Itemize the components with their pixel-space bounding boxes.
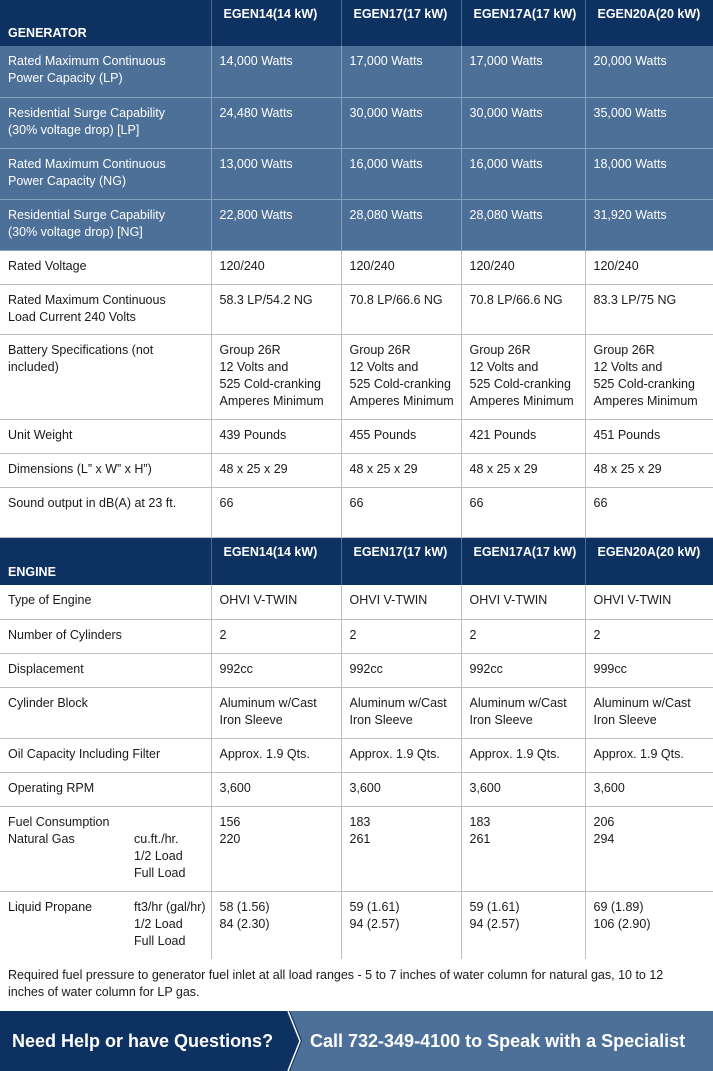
cell-value: 13,000 Watts xyxy=(211,148,341,199)
cell-value: 3,600 xyxy=(585,772,713,806)
table-row xyxy=(0,46,713,97)
cell-value: Approx. 1.9 Qts. xyxy=(341,738,461,772)
cell-value: 83.3 LP/75 NG xyxy=(585,284,713,334)
model-header-egen17: EGEN17(17 kW) xyxy=(341,537,461,585)
cell-value: 455 Pounds xyxy=(341,419,461,453)
cell-value: 48 x 25 x 29 xyxy=(211,453,341,487)
row-label: Rated Voltage xyxy=(0,250,211,284)
table-row xyxy=(0,334,713,419)
table-row xyxy=(0,653,713,687)
row-label: Battery Specifications (not included) xyxy=(0,334,211,419)
table-row xyxy=(0,284,713,334)
cell-value: 156 220 xyxy=(211,806,341,891)
cell-value: 120/240 xyxy=(341,250,461,284)
cell-value: 14,000 Watts xyxy=(211,46,341,97)
fuel-pressure-note: Required fuel pressure to generator fuel inlet at all load ranges - 5 to 7 inches of water column for natural gas, 10 to 12 inches of water column for LP gas. xyxy=(8,968,664,999)
cell-value: Group 26R 12 Volts and 525 Cold-cranking Amperes Minimum xyxy=(461,334,585,419)
row-label: Dimensions (L” x W” x H”) xyxy=(0,453,211,487)
generator-header-row xyxy=(0,0,713,46)
cell-value: 30,000 Watts xyxy=(341,97,461,148)
cell-value: 28,080 Watts xyxy=(461,199,585,250)
model-header-egen14: EGEN14(14 kW) xyxy=(211,537,341,585)
row-label: Cylinder Block xyxy=(0,687,211,738)
cell-value: 120/240 xyxy=(461,250,585,284)
cell-value: 17,000 Watts xyxy=(461,46,585,97)
cell-value: OHVI V-TWIN xyxy=(585,585,713,619)
cell-value: 66 xyxy=(341,487,461,537)
cell-value: 69 (1.89) 106 (2.90) xyxy=(585,891,713,959)
cell-value: 992cc xyxy=(341,653,461,687)
cell-value: 31,920 Watts xyxy=(585,199,713,250)
cell-value: 2 xyxy=(211,619,341,653)
cell-value: 66 xyxy=(461,487,585,537)
cell-value: 2 xyxy=(461,619,585,653)
cell-value: 48 x 25 x 29 xyxy=(461,453,585,487)
cell-value: OHVI V-TWIN xyxy=(461,585,585,619)
cell-value: 183 261 xyxy=(461,806,585,891)
table-row xyxy=(0,453,713,487)
cell-value: Approx. 1.9 Qts. xyxy=(461,738,585,772)
row-label: Rated Maximum Continuous Power Capacity (NG) xyxy=(0,148,211,199)
table-row xyxy=(0,619,713,653)
cell-value: 59 (1.61) 94 (2.57) xyxy=(461,891,585,959)
cell-value: 2 xyxy=(341,619,461,653)
row-label: Residential Surge Capability (30% voltage drop) [LP] xyxy=(0,97,211,148)
help-question-text: Need Help or have Questions? xyxy=(0,1011,300,1071)
cell-value: Group 26R 12 Volts and 525 Cold-cranking Amperes Minimum xyxy=(585,334,713,419)
cell-value: Approx. 1.9 Qts. xyxy=(585,738,713,772)
model-header-egen17: EGEN17(17 kW) xyxy=(341,0,461,46)
cell-value: 18,000 Watts xyxy=(585,148,713,199)
cell-value: 58 (1.56) 84 (2.30) xyxy=(211,891,341,959)
cell-value: Aluminum w/Cast Iron Sleeve xyxy=(461,687,585,738)
row-label: Operating RPM xyxy=(0,772,211,806)
cell-value: Approx. 1.9 Qts. xyxy=(211,738,341,772)
table-row xyxy=(0,250,713,284)
cell-value: 3,600 xyxy=(211,772,341,806)
chevron-right-icon xyxy=(284,1011,308,1071)
cell-value: 120/240 xyxy=(585,250,713,284)
model-header-egen17a: EGEN17A(17 kW) xyxy=(461,0,585,46)
row-label: Rated Maximum Continuous Power Capacity (LP) xyxy=(0,46,211,97)
call-specialist-link[interactable]: Call 732-349-4100 to Speak with a Specialist xyxy=(290,1011,713,1071)
table-row xyxy=(0,148,713,199)
row-label: Type of Engine xyxy=(0,585,211,619)
cell-value: 451 Pounds xyxy=(585,419,713,453)
cell-value: Group 26R 12 Volts and 525 Cold-cranking Amperes Minimum xyxy=(211,334,341,419)
row-label: Displacement xyxy=(0,653,211,687)
model-header-egen20a: EGEN20A(20 kW) xyxy=(585,0,713,46)
row-label: Fuel Consumption Natural Gas cu.ft./hr. 1/2 Load Full Load xyxy=(0,806,211,891)
cell-value: 70.8 LP/66.6 NG xyxy=(341,284,461,334)
engine-section-title: ENGINE xyxy=(0,537,211,585)
cell-value: 30,000 Watts xyxy=(461,97,585,148)
model-header-egen17a: EGEN17A(17 kW) xyxy=(461,537,585,585)
cell-value: 22,800 Watts xyxy=(211,199,341,250)
row-label: Liquid Propane ft3/hr (gal/hr) 1/2 Load Full Load xyxy=(8,899,206,948)
cell-value: 66 xyxy=(585,487,713,537)
row-label: Number of Cylinders xyxy=(0,619,211,653)
table-row xyxy=(0,585,713,619)
cell-value: Aluminum w/Cast Iron Sleeve xyxy=(585,687,713,738)
model-header-egen14: EGEN14(14 kW) xyxy=(211,0,341,46)
row-label: Residential Surge Capability (30% voltage drop) [NG] xyxy=(0,199,211,250)
table-row xyxy=(0,487,713,537)
table-row xyxy=(0,806,713,891)
cell-value: 28,080 Watts xyxy=(341,199,461,250)
cell-value: 70.8 LP/66.6 NG xyxy=(461,284,585,334)
row-label: Unit Weight xyxy=(0,419,211,453)
model-header-egen20a: EGEN20A(20 kW) xyxy=(585,537,713,585)
table-row xyxy=(0,419,713,453)
table-row xyxy=(0,891,713,959)
cell-value: 35,000 Watts xyxy=(585,97,713,148)
cell-value: 16,000 Watts xyxy=(461,148,585,199)
help-banner[interactable] xyxy=(0,1011,713,1071)
table-row xyxy=(0,97,713,148)
cell-value: 2 xyxy=(585,619,713,653)
row-label: Sound output in dB(A) at 23 ft. xyxy=(0,487,211,537)
table-row xyxy=(0,199,713,250)
cell-value: Aluminum w/Cast Iron Sleeve xyxy=(211,687,341,738)
cell-value: Group 26R 12 Volts and 525 Cold-cranking Amperes Minimum xyxy=(341,334,461,419)
table-row xyxy=(0,687,713,738)
cell-value: 421 Pounds xyxy=(461,419,585,453)
cell-value: 3,600 xyxy=(461,772,585,806)
generator-section-title: GENERATOR xyxy=(0,0,211,46)
cell-value: 120/240 xyxy=(211,250,341,284)
row-label: Rated Maximum Continuous Load Current 240 Volts xyxy=(0,284,211,334)
cell-value: 17,000 Watts xyxy=(341,46,461,97)
cell-value: 3,600 xyxy=(341,772,461,806)
row-label: Oil Capacity Including Filter xyxy=(0,738,211,772)
cell-value: 16,000 Watts xyxy=(341,148,461,199)
cell-value: 48 x 25 x 29 xyxy=(585,453,713,487)
cell-value: 58.3 LP/54.2 NG xyxy=(211,284,341,334)
cell-value: 24,480 Watts xyxy=(211,97,341,148)
engine-header-row xyxy=(0,537,713,585)
cell-value: 59 (1.61) 94 (2.57) xyxy=(341,891,461,959)
cell-value: OHVI V-TWIN xyxy=(341,585,461,619)
cell-value: OHVI V-TWIN xyxy=(211,585,341,619)
cell-value: 48 x 25 x 29 xyxy=(341,453,461,487)
cell-value: Aluminum w/Cast Iron Sleeve xyxy=(341,687,461,738)
table-row xyxy=(0,738,713,772)
cell-value: 20,000 Watts xyxy=(585,46,713,97)
cell-value: 439 Pounds xyxy=(211,419,341,453)
cell-value: 992cc xyxy=(461,653,585,687)
cell-value: 183 261 xyxy=(341,806,461,891)
cell-value: 66 xyxy=(211,487,341,537)
cell-value: 206 294 xyxy=(585,806,713,891)
table-row xyxy=(0,772,713,806)
cell-value: 999cc xyxy=(585,653,713,687)
cell-value: 992cc xyxy=(211,653,341,687)
